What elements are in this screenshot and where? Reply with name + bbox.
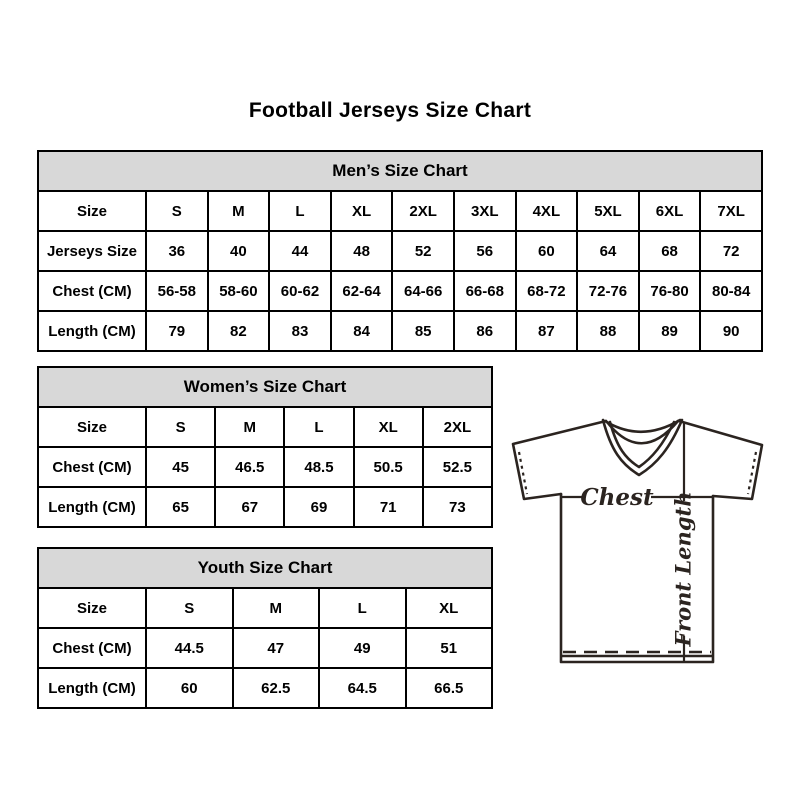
mens-value-cell: 58-60 xyxy=(208,271,270,311)
womens-value-cell: XL xyxy=(354,407,423,447)
mens-value-cell: 89 xyxy=(639,311,701,351)
youth-row-label: Length (CM) xyxy=(38,668,146,708)
mens-value-cell: 85 xyxy=(392,311,454,351)
womens-row-label: Length (CM) xyxy=(38,487,146,527)
mens-value-cell: 62-64 xyxy=(331,271,393,311)
youth-value-cell: 51 xyxy=(406,628,493,668)
womens-row-label: Chest (CM) xyxy=(38,447,146,487)
youth-value-cell: 44.5 xyxy=(146,628,233,668)
mens-value-cell: 5XL xyxy=(577,191,639,231)
womens-value-cell: 67 xyxy=(215,487,284,527)
mens-value-cell: 48 xyxy=(331,231,393,271)
mens-row-label: Chest (CM) xyxy=(38,271,146,311)
mens-value-cell: 6XL xyxy=(639,191,701,231)
mens-value-cell: 3XL xyxy=(454,191,516,231)
womens-value-cell: 73 xyxy=(423,487,492,527)
mens-row-label: Jerseys Size xyxy=(38,231,146,271)
mens-value-cell: 64-66 xyxy=(392,271,454,311)
womens-value-cell: 2XL xyxy=(423,407,492,447)
mens-value-cell: 56-58 xyxy=(146,271,208,311)
front-length-label: Front Length xyxy=(670,491,696,647)
chest-label: Chest xyxy=(580,484,654,511)
youth-row-label: Size xyxy=(38,588,146,628)
womens-value-cell: 50.5 xyxy=(354,447,423,487)
table-row xyxy=(38,271,762,311)
table-row xyxy=(38,588,492,628)
mens-value-cell: 44 xyxy=(269,231,331,271)
youth-value-cell: 60 xyxy=(146,668,233,708)
mens-value-cell: 82 xyxy=(208,311,270,351)
youth-size-table xyxy=(37,547,493,709)
page-title: Football Jerseys Size Chart xyxy=(248,99,532,122)
mens-row-label: Size xyxy=(38,191,146,231)
table-row xyxy=(38,668,492,708)
mens-value-cell: 68-72 xyxy=(516,271,578,311)
youth-table-caption: Youth Size Chart xyxy=(38,548,492,588)
youth-value-cell: 62.5 xyxy=(233,668,320,708)
womens-value-cell: 69 xyxy=(284,487,353,527)
mens-value-cell: 88 xyxy=(577,311,639,351)
mens-value-cell: 4XL xyxy=(516,191,578,231)
womens-row-label: Size xyxy=(38,407,146,447)
youth-value-cell: 49 xyxy=(319,628,406,668)
womens-size-table xyxy=(37,366,493,528)
mens-value-cell: XL xyxy=(331,191,393,231)
womens-value-cell: L xyxy=(284,407,353,447)
mens-value-cell: 52 xyxy=(392,231,454,271)
womens-value-cell: 52.5 xyxy=(423,447,492,487)
table-row xyxy=(38,231,762,271)
table-row xyxy=(38,407,492,447)
mens-value-cell: M xyxy=(208,191,270,231)
womens-value-cell: 71 xyxy=(354,487,423,527)
mens-value-cell: 86 xyxy=(454,311,516,351)
youth-value-cell: S xyxy=(146,588,233,628)
mens-value-cell: 60 xyxy=(516,231,578,271)
mens-value-cell: 83 xyxy=(269,311,331,351)
table-row xyxy=(38,311,762,351)
mens-size-table xyxy=(37,150,763,352)
mens-value-cell: 36 xyxy=(146,231,208,271)
womens-value-cell: 45 xyxy=(146,447,215,487)
mens-value-cell: S xyxy=(146,191,208,231)
youth-row-label: Chest (CM) xyxy=(38,628,146,668)
mens-value-cell: 56 xyxy=(454,231,516,271)
mens-value-cell: 64 xyxy=(577,231,639,271)
youth-value-cell: M xyxy=(233,588,320,628)
table-row xyxy=(38,191,762,231)
womens-value-cell: S xyxy=(146,407,215,447)
youth-value-cell: L xyxy=(319,588,406,628)
youth-value-cell: 64.5 xyxy=(319,668,406,708)
mens-value-cell: 72 xyxy=(700,231,762,271)
mens-value-cell: 60-62 xyxy=(269,271,331,311)
table-row xyxy=(38,628,492,668)
mens-value-cell: 87 xyxy=(516,311,578,351)
mens-value-cell: 79 xyxy=(146,311,208,351)
youth-value-cell: XL xyxy=(406,588,493,628)
table-row xyxy=(38,447,492,487)
mens-value-cell: 7XL xyxy=(700,191,762,231)
womens-value-cell: 46.5 xyxy=(215,447,284,487)
womens-value-cell: 48.5 xyxy=(284,447,353,487)
mens-value-cell: 90 xyxy=(700,311,762,351)
youth-value-cell: 47 xyxy=(233,628,320,668)
mens-row-label: Length (CM) xyxy=(38,311,146,351)
mens-value-cell: 80-84 xyxy=(700,271,762,311)
mens-value-cell: 66-68 xyxy=(454,271,516,311)
mens-table-caption: Men’s Size Chart xyxy=(38,151,762,191)
womens-value-cell: 65 xyxy=(146,487,215,527)
mens-value-cell: L xyxy=(269,191,331,231)
womens-table-caption: Women’s Size Chart xyxy=(38,367,492,407)
womens-value-cell: M xyxy=(215,407,284,447)
youth-value-cell: 66.5 xyxy=(406,668,493,708)
mens-value-cell: 76-80 xyxy=(639,271,701,311)
mens-value-cell: 68 xyxy=(639,231,701,271)
mens-value-cell: 84 xyxy=(331,311,393,351)
table-row xyxy=(38,487,492,527)
mens-value-cell: 72-76 xyxy=(577,271,639,311)
mens-value-cell: 40 xyxy=(208,231,270,271)
jersey-measurement-diagram xyxy=(503,410,769,672)
mens-value-cell: 2XL xyxy=(392,191,454,231)
